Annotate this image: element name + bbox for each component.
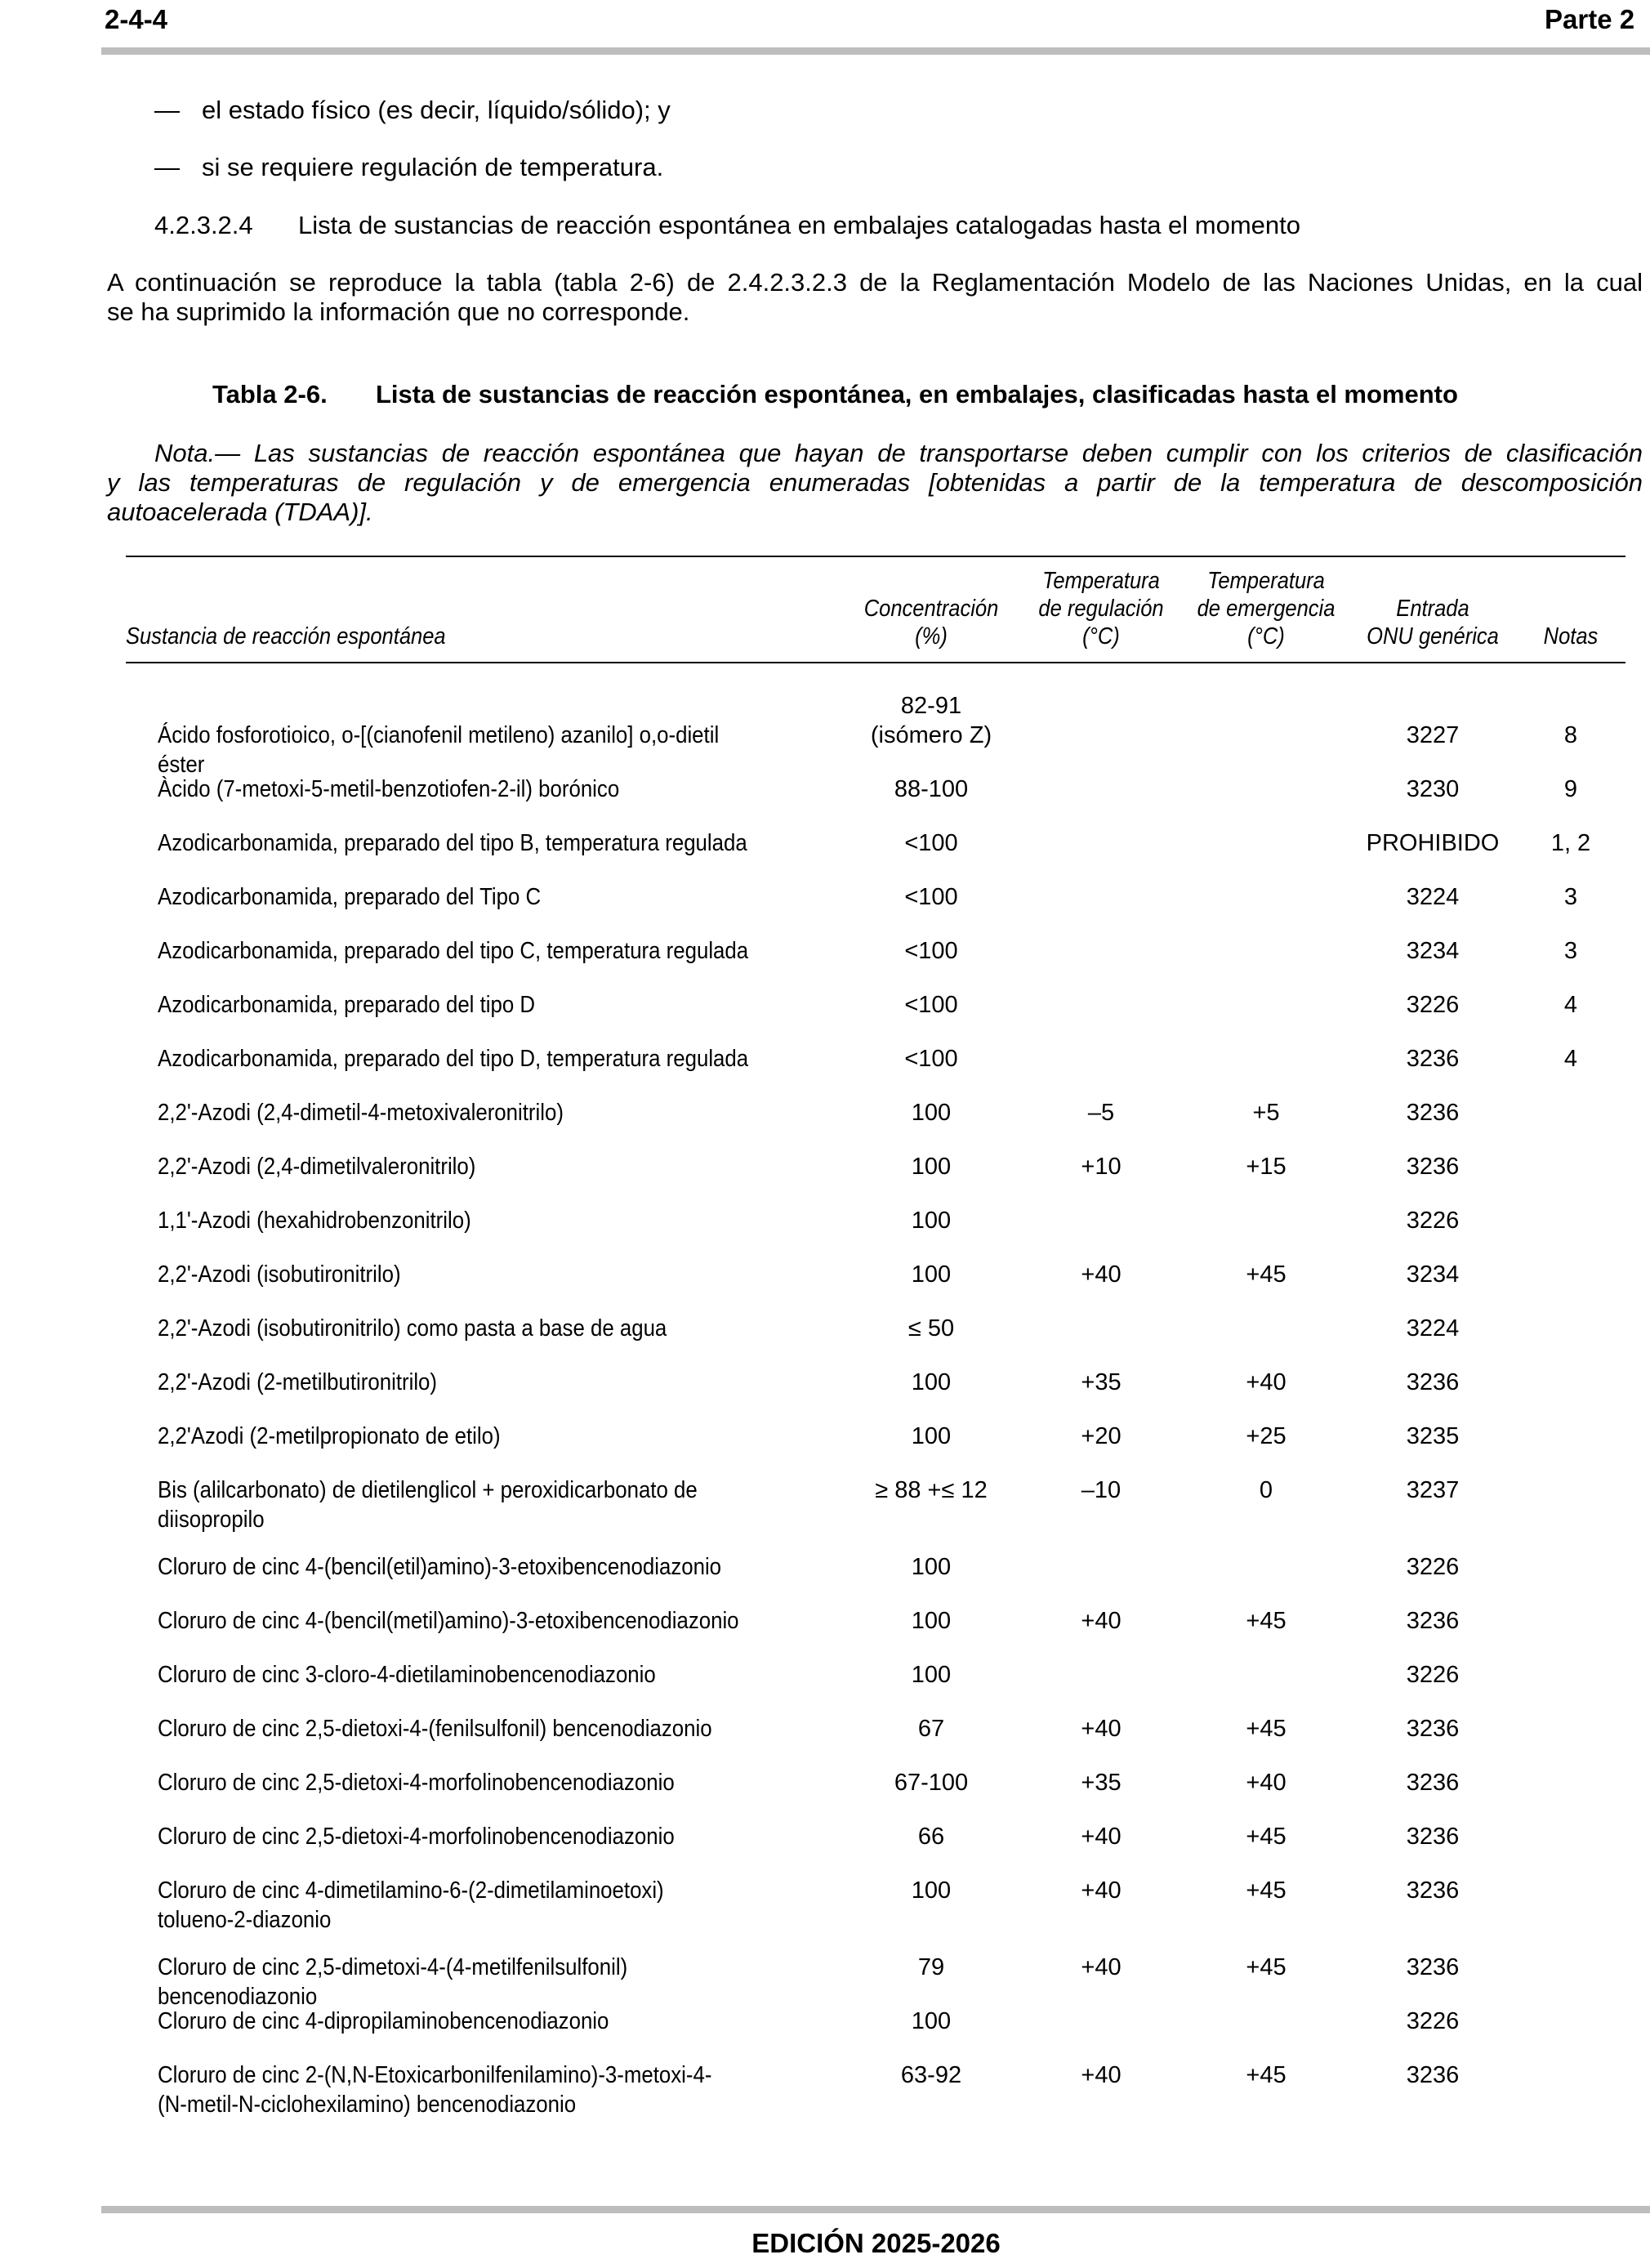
header-emergency-temp: Temperatura de emergencia (°C) xyxy=(1197,568,1336,650)
emergency-temp-cell: +45 xyxy=(1246,1716,1287,1742)
emergency-temp-cell: 0 xyxy=(1259,1477,1273,1503)
emergency-temp-cell: +25 xyxy=(1246,1423,1287,1449)
control-temp-cell: +40 xyxy=(1081,1716,1122,1742)
substance-cell: Cloruro de cinc 2,5-dietoxi-4-morfolinobencenodiazonio xyxy=(158,1770,675,1796)
un-entry-cell: PROHIBIDO xyxy=(1366,830,1500,856)
concentration-cell: 88-100 xyxy=(894,776,969,802)
notes-cell: 9 xyxy=(1563,776,1578,802)
list-item: — el estado físico (es decir, líquido/sólido); y xyxy=(154,96,671,124)
part-label: Parte 2 xyxy=(1545,4,1635,34)
un-entry-cell: 3236 xyxy=(1406,1824,1460,1850)
substance-cell: 2,2'-Azodi (isobutironitrilo) xyxy=(158,1261,401,1288)
concentration-cell: <100 xyxy=(904,938,958,964)
header-notes: Notas xyxy=(1543,623,1599,650)
emergency-temp-cell: +45 xyxy=(1246,1608,1287,1634)
un-entry-cell: 3236 xyxy=(1406,1877,1460,1904)
concentration-cell: <100 xyxy=(904,830,958,856)
concentration-cell: 82-91 (isómero Z) xyxy=(870,693,992,748)
list-item: — si se requiere regulación de temperatura. xyxy=(154,153,664,181)
substance-cell: Azodicarbonamida, preparado del tipo D xyxy=(158,992,536,1018)
header-substance: Sustancia de reacción espontánea xyxy=(126,623,446,650)
substance-cell: 2,2'-Azodi (isobutironitrilo) como pasta a base de agua xyxy=(158,1315,667,1342)
table-header-rule xyxy=(126,662,1625,663)
un-entry-cell: 3236 xyxy=(1406,1770,1460,1796)
un-entry-cell: 3224 xyxy=(1406,1315,1460,1342)
un-entry-cell: 3230 xyxy=(1406,776,1460,802)
substance-cell: Cloruro de cinc 2,5-dietoxi-4-morfolinobencenodiazonio xyxy=(158,1824,675,1850)
concentration-cell: 67 xyxy=(917,1716,945,1742)
un-entry-cell: 3224 xyxy=(1406,884,1460,910)
substance-cell: Azodicarbonamida, preparado del tipo B, temperatura regulada xyxy=(158,830,747,856)
notes-cell: 4 xyxy=(1563,1046,1578,1072)
substance-cell: Cloruro de cinc 4-(bencil(metil)amino)-3-etoxibencenodiazonio xyxy=(158,1608,739,1634)
substance-cell: 2,2'-Azodi (2,4-dimetilvaleronitrilo) xyxy=(158,1154,476,1180)
substance-cell: 1,1'-Azodi (hexahidrobenzonitrilo) xyxy=(158,1208,471,1234)
table-note: Nota.— Las sustancias de reacción espontánea que hayan de transportarse deben cumplir con los criterios de clasificación y las temperaturas de regulación y de emergencia enumeradas [obtenidas a partir de la temperatura de descomposición autoacelerada (TDAA)]. xyxy=(107,439,1643,526)
concentration-cell: <100 xyxy=(904,884,958,910)
substance-cell: Bis (alilcarbonato) de dietilenglicol + peroxidicarbonato de diisopropilo xyxy=(158,1477,698,1533)
substance-cell: 2,2'-Azodi (2-metilbutironitrilo) xyxy=(158,1369,438,1395)
concentration-cell: ≤ 50 xyxy=(907,1315,955,1342)
substance-cell: Cloruro de cinc 2,5-dimetoxi-4-(4-metilfenilsulfonil) bencenodiazonio xyxy=(158,1954,628,2010)
un-entry-cell: 3235 xyxy=(1406,1423,1460,1449)
emergency-temp-cell: +45 xyxy=(1246,1261,1287,1288)
control-temp-cell: +10 xyxy=(1081,1154,1122,1180)
concentration-cell: 100 xyxy=(911,1877,952,1904)
emergency-temp-cell: +45 xyxy=(1246,1877,1287,1904)
un-entry-cell: 3236 xyxy=(1406,1716,1460,1742)
control-temp-cell: –10 xyxy=(1081,1477,1122,1503)
substance-cell: Ácido fosforotioico, o-[(cianofenil metileno) azanilo] o,o-dietil éster xyxy=(158,722,720,778)
concentration-cell: 79 xyxy=(917,1954,945,1980)
control-temp-cell: +40 xyxy=(1081,2062,1122,2088)
emergency-temp-cell: +15 xyxy=(1246,1154,1287,1180)
concentration-cell: 100 xyxy=(911,1208,952,1234)
concentration-cell: <100 xyxy=(904,992,958,1018)
un-entry-cell: 3236 xyxy=(1406,1154,1460,1180)
control-temp-cell: +40 xyxy=(1081,1824,1122,1850)
emergency-temp-cell: +45 xyxy=(1246,1824,1287,1850)
control-temp-cell: +40 xyxy=(1081,1608,1122,1634)
control-temp-cell: +35 xyxy=(1081,1770,1122,1796)
footer-rule xyxy=(101,2206,1650,2213)
notes-cell: 4 xyxy=(1563,992,1578,1018)
substance-cell: Cloruro de cinc 2-(N,N-Etoxicarbonilfenilamino)-3-metoxi-4- (N-metil-N-ciclohexilamino) bencenodiazonio xyxy=(158,2062,712,2118)
emergency-temp-cell: +5 xyxy=(1252,1100,1280,1126)
control-temp-cell: +40 xyxy=(1081,1877,1122,1904)
substance-cell: Azodicarbonamida, preparado del tipo C, temperatura regulada xyxy=(158,938,749,964)
un-entry-cell: 3236 xyxy=(1406,1100,1460,1126)
un-entry-cell: 3236 xyxy=(1406,1954,1460,1980)
substance-cell: Cloruro de cinc 4-(bencil(etil)amino)-3-etoxibencenodiazonio xyxy=(158,1554,722,1580)
un-entry-cell: 3226 xyxy=(1406,1554,1460,1580)
un-entry-cell: 3236 xyxy=(1406,2062,1460,2088)
notes-cell: 3 xyxy=(1563,884,1578,910)
concentration-cell: 100 xyxy=(911,1369,952,1395)
concentration-cell: 63-92 xyxy=(900,2062,962,2088)
page-number: 2-4-4 xyxy=(105,4,168,34)
emergency-temp-cell: +45 xyxy=(1246,1954,1287,1980)
substance-cell: Cloruro de cinc 2,5-dietoxi-4-(fenilsulfonil) bencenodiazonio xyxy=(158,1716,712,1742)
un-entry-cell: 3226 xyxy=(1406,1662,1460,1688)
substance-cell: Azodicarbonamida, preparado del tipo D, temperatura regulada xyxy=(158,1046,749,1072)
intro-paragraph: A continuación se reproduce la tabla (tabla 2-6) de 2.4.2.3.2.3 de la Reglamentación Modelo de las Naciones Unidas, en la cual se ha suprimido la información que no corresponde. xyxy=(107,268,1643,326)
header-un-entry: Entrada ONU genérica xyxy=(1367,596,1499,650)
concentration-cell: 100 xyxy=(911,1662,952,1688)
header-rule xyxy=(101,47,1650,55)
un-entry-cell: 3236 xyxy=(1406,1608,1460,1634)
substance-cell: Cloruro de cinc 4-dipropilaminobencenodiazonio xyxy=(158,2008,609,2034)
notes-cell: 8 xyxy=(1563,722,1578,748)
un-entry-cell: 3236 xyxy=(1406,1046,1460,1072)
table-top-rule xyxy=(126,556,1625,557)
substance-cell: 2,2'-Azodi (2,4-dimetil-4-metoxivaleronitrilo) xyxy=(158,1100,564,1126)
control-temp-cell: +35 xyxy=(1081,1369,1122,1395)
concentration-cell: 100 xyxy=(911,1154,952,1180)
emergency-temp-cell: +40 xyxy=(1246,1770,1287,1796)
concentration-cell: 100 xyxy=(911,1423,952,1449)
emergency-temp-cell: +45 xyxy=(1246,2062,1287,2088)
edition-footer: EDICIÓN 2025-2026 xyxy=(751,2228,1001,2258)
substance-cell: Àcido (7-metoxi-5-metil-benzotiofen-2-il) borónico xyxy=(158,776,620,802)
emergency-temp-cell: +40 xyxy=(1246,1369,1287,1395)
concentration-cell: <100 xyxy=(904,1046,958,1072)
concentration-cell: 100 xyxy=(911,1100,952,1126)
un-entry-cell: 3227 xyxy=(1406,722,1460,748)
header-control-temp: Temperatura de regulación (°C) xyxy=(1038,568,1164,650)
substance-cell: 2,2'Azodi (2-metilpropionato de etilo) xyxy=(158,1423,501,1449)
concentration-cell: 100 xyxy=(911,1261,952,1288)
substance-cell: Azodicarbonamida, preparado del Tipo C xyxy=(158,884,542,910)
un-entry-cell: 3234 xyxy=(1406,1261,1460,1288)
control-temp-cell: –5 xyxy=(1087,1100,1115,1126)
control-temp-cell: +40 xyxy=(1081,1954,1122,1980)
notes-cell: 3 xyxy=(1563,938,1578,964)
section-heading: 4.2.3.2.4 Lista de sustancias de reacción espontánea en embalajes catalogadas hasta el momento xyxy=(154,211,1301,239)
notes-cell: 1, 2 xyxy=(1550,830,1591,856)
un-entry-cell: 3236 xyxy=(1406,1369,1460,1395)
control-temp-cell: +40 xyxy=(1081,1261,1122,1288)
substance-cell: Cloruro de cinc 4-dimetilamino-6-(2-dimetilaminoetoxi) tolueno-2-diazonio xyxy=(158,1877,664,1933)
un-entry-cell: 3226 xyxy=(1406,2008,1460,2034)
control-temp-cell: +20 xyxy=(1081,1423,1122,1449)
substance-cell: Cloruro de cinc 3-cloro-4-dietilaminobencenodiazonio xyxy=(158,1662,656,1688)
concentration-cell: 100 xyxy=(911,1554,952,1580)
concentration-cell: 67-100 xyxy=(894,1770,969,1796)
un-entry-cell: 3226 xyxy=(1406,1208,1460,1234)
un-entry-cell: 3226 xyxy=(1406,992,1460,1018)
header-concentration: Concentración (%) xyxy=(863,596,999,650)
un-entry-cell: 3234 xyxy=(1406,938,1460,964)
concentration-cell: 66 xyxy=(917,1824,945,1850)
concentration-cell: 100 xyxy=(911,2008,952,2034)
un-entry-cell: 3237 xyxy=(1406,1477,1460,1503)
concentration-cell: 100 xyxy=(911,1608,952,1634)
concentration-cell: ≥ 88 +≤ 12 xyxy=(875,1477,988,1503)
table-title: Tabla 2-6. Lista de sustancias de reacción espontánea, en embalajes, clasificadas hasta el momento xyxy=(212,380,1458,409)
